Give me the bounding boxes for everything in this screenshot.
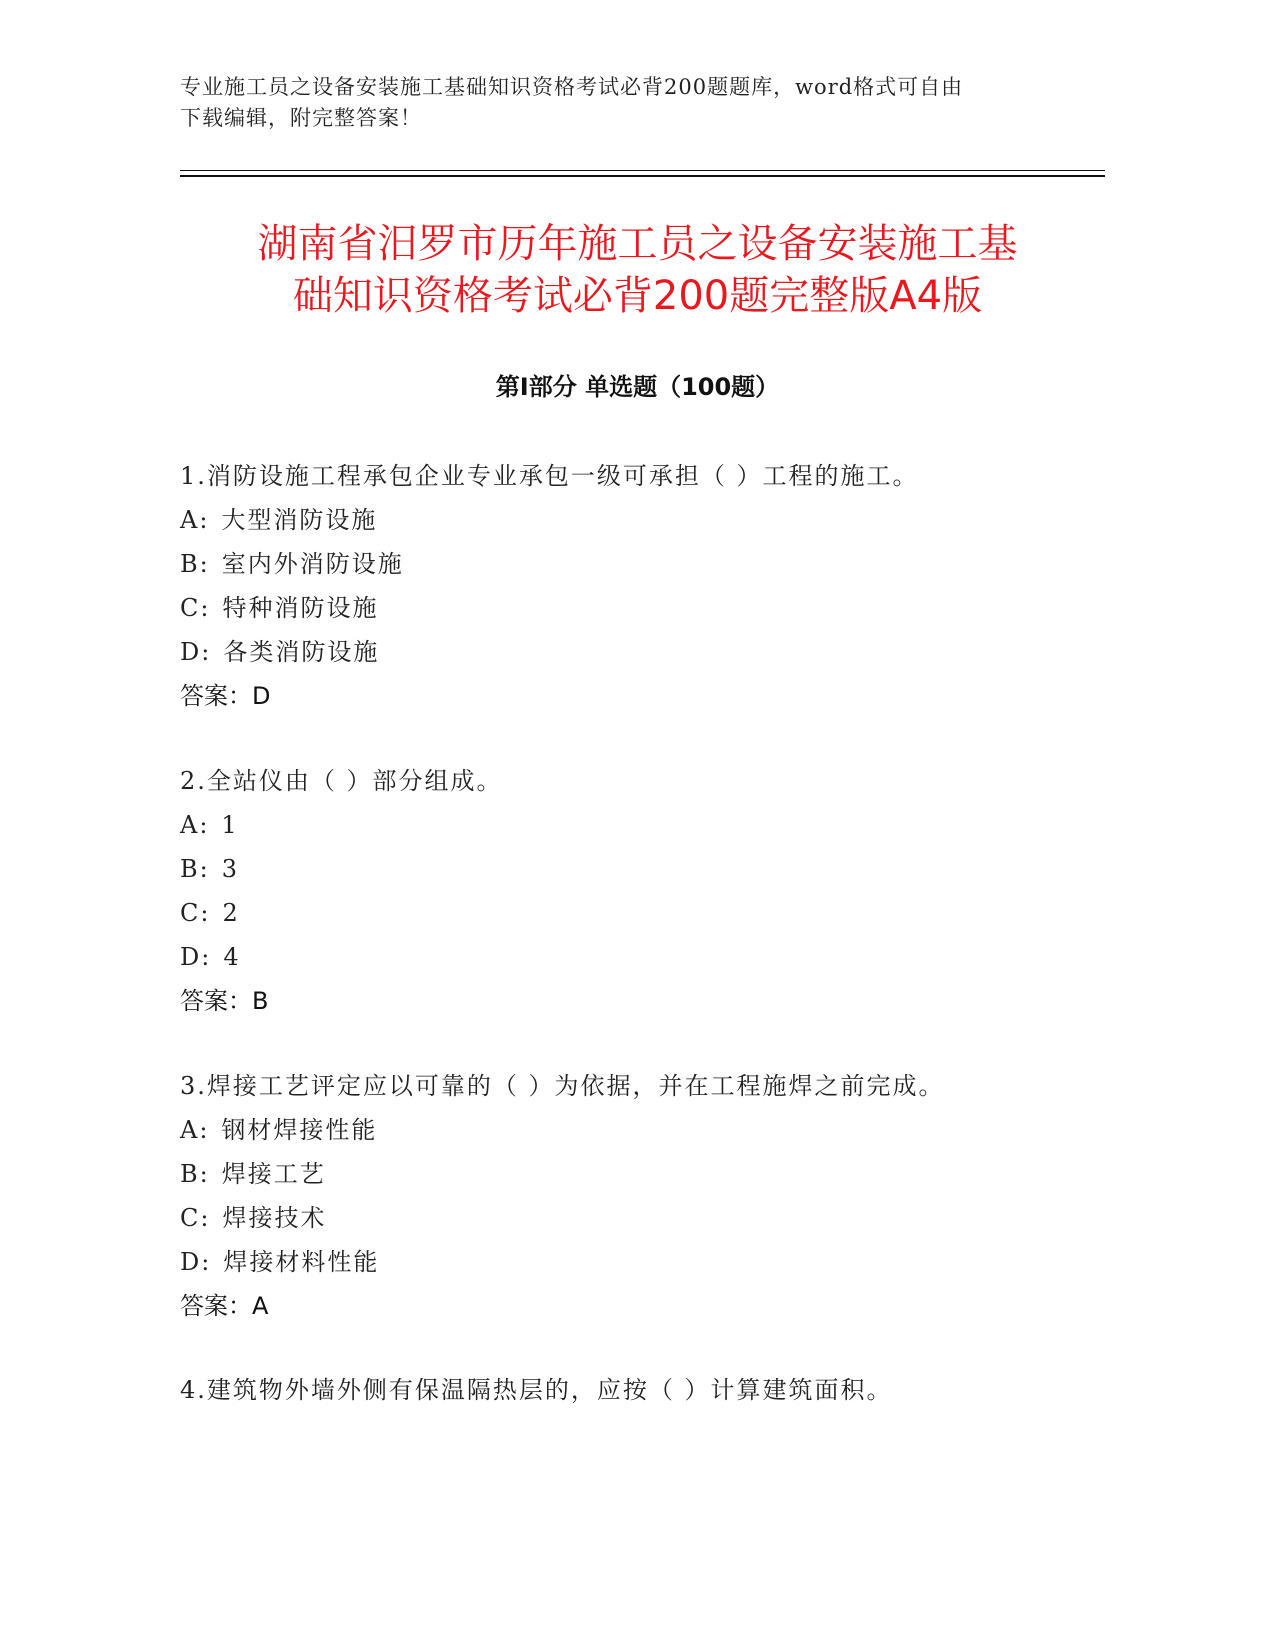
option-b xyxy=(180,847,1140,891)
option-letter: A: xyxy=(180,811,210,839)
option-text: 各类消防设施 xyxy=(223,638,380,666)
question-1 xyxy=(180,454,1140,718)
option-letter: A: xyxy=(180,506,210,534)
option-a xyxy=(180,498,1140,542)
option-letter: D: xyxy=(180,638,212,666)
question-stem: 3.焊接工艺评定应以可靠的（ ）为依据，并在工程施焊之前完成。 xyxy=(180,1072,945,1100)
option-text: 焊接技术 xyxy=(222,1204,327,1232)
question-stem: 4.建筑物外墙外侧有保温隔热层的，应按（ ）计算建筑面积。 xyxy=(180,1376,893,1404)
option-letter: C: xyxy=(180,594,211,622)
option-text: 焊接工艺 xyxy=(221,1160,326,1188)
option-c xyxy=(180,586,1140,630)
option-text: 2 xyxy=(222,899,240,927)
option-text: 钢材焊接性能 xyxy=(221,1116,378,1144)
option-d xyxy=(180,1240,1140,1284)
option-text: 焊接材料性能 xyxy=(223,1248,380,1276)
question-2 xyxy=(180,759,1140,1023)
header-note-line-2: 下载编辑，附完整答案！ xyxy=(180,106,422,130)
section-title: 第Ⅰ部分 单选题（100题） xyxy=(495,373,780,401)
header-divider-thin xyxy=(180,170,1105,171)
option-a xyxy=(180,1108,1140,1152)
option-text: 4 xyxy=(223,943,241,971)
option-d xyxy=(180,630,1140,674)
answer: 答案：A xyxy=(180,1292,269,1320)
option-text: 3 xyxy=(221,855,240,883)
answer: 答案：B xyxy=(180,987,269,1015)
option-b xyxy=(180,542,1140,586)
option-c xyxy=(180,1196,1140,1240)
answer: 答案：D xyxy=(180,682,271,710)
option-text: 1 xyxy=(221,811,239,839)
question-stem: 1.消防设施工程承包企业专业承包一级可承担（ ）工程的施工。 xyxy=(180,462,919,490)
option-letter: D: xyxy=(180,1248,212,1276)
option-letter: C: xyxy=(180,899,211,927)
question-3 xyxy=(180,1064,1140,1328)
option-c xyxy=(180,891,1140,935)
header-note xyxy=(180,72,1040,134)
question-4 xyxy=(180,1368,1140,1412)
option-text: 室内外消防设施 xyxy=(221,550,404,578)
option-letter: C: xyxy=(180,1204,211,1232)
option-letter: B: xyxy=(180,1160,210,1188)
option-b xyxy=(180,1152,1140,1196)
option-d xyxy=(180,935,1140,979)
document-title-line-1: 湖南省汨罗市历年施工员之设备安装施工基 xyxy=(257,221,1018,267)
option-letter: B: xyxy=(180,855,210,883)
header-note-line-1: 专业施工员之设备安装施工基础知识资格考试必背200题题库，word格式可自由 xyxy=(180,75,964,99)
option-text: 特种消防设施 xyxy=(222,594,379,622)
document-title-line-2: 础知识资格考试必背200题完整版A4版 xyxy=(292,273,983,319)
option-letter: D: xyxy=(180,943,212,971)
option-a xyxy=(180,803,1140,847)
question-stem: 2.全站仪由（ ）部分组成。 xyxy=(180,767,503,795)
document-title xyxy=(150,218,1125,322)
header-divider-thick xyxy=(180,175,1105,177)
option-text: 大型消防设施 xyxy=(221,506,378,534)
option-letter: B: xyxy=(180,550,210,578)
option-letter: A: xyxy=(180,1116,210,1144)
